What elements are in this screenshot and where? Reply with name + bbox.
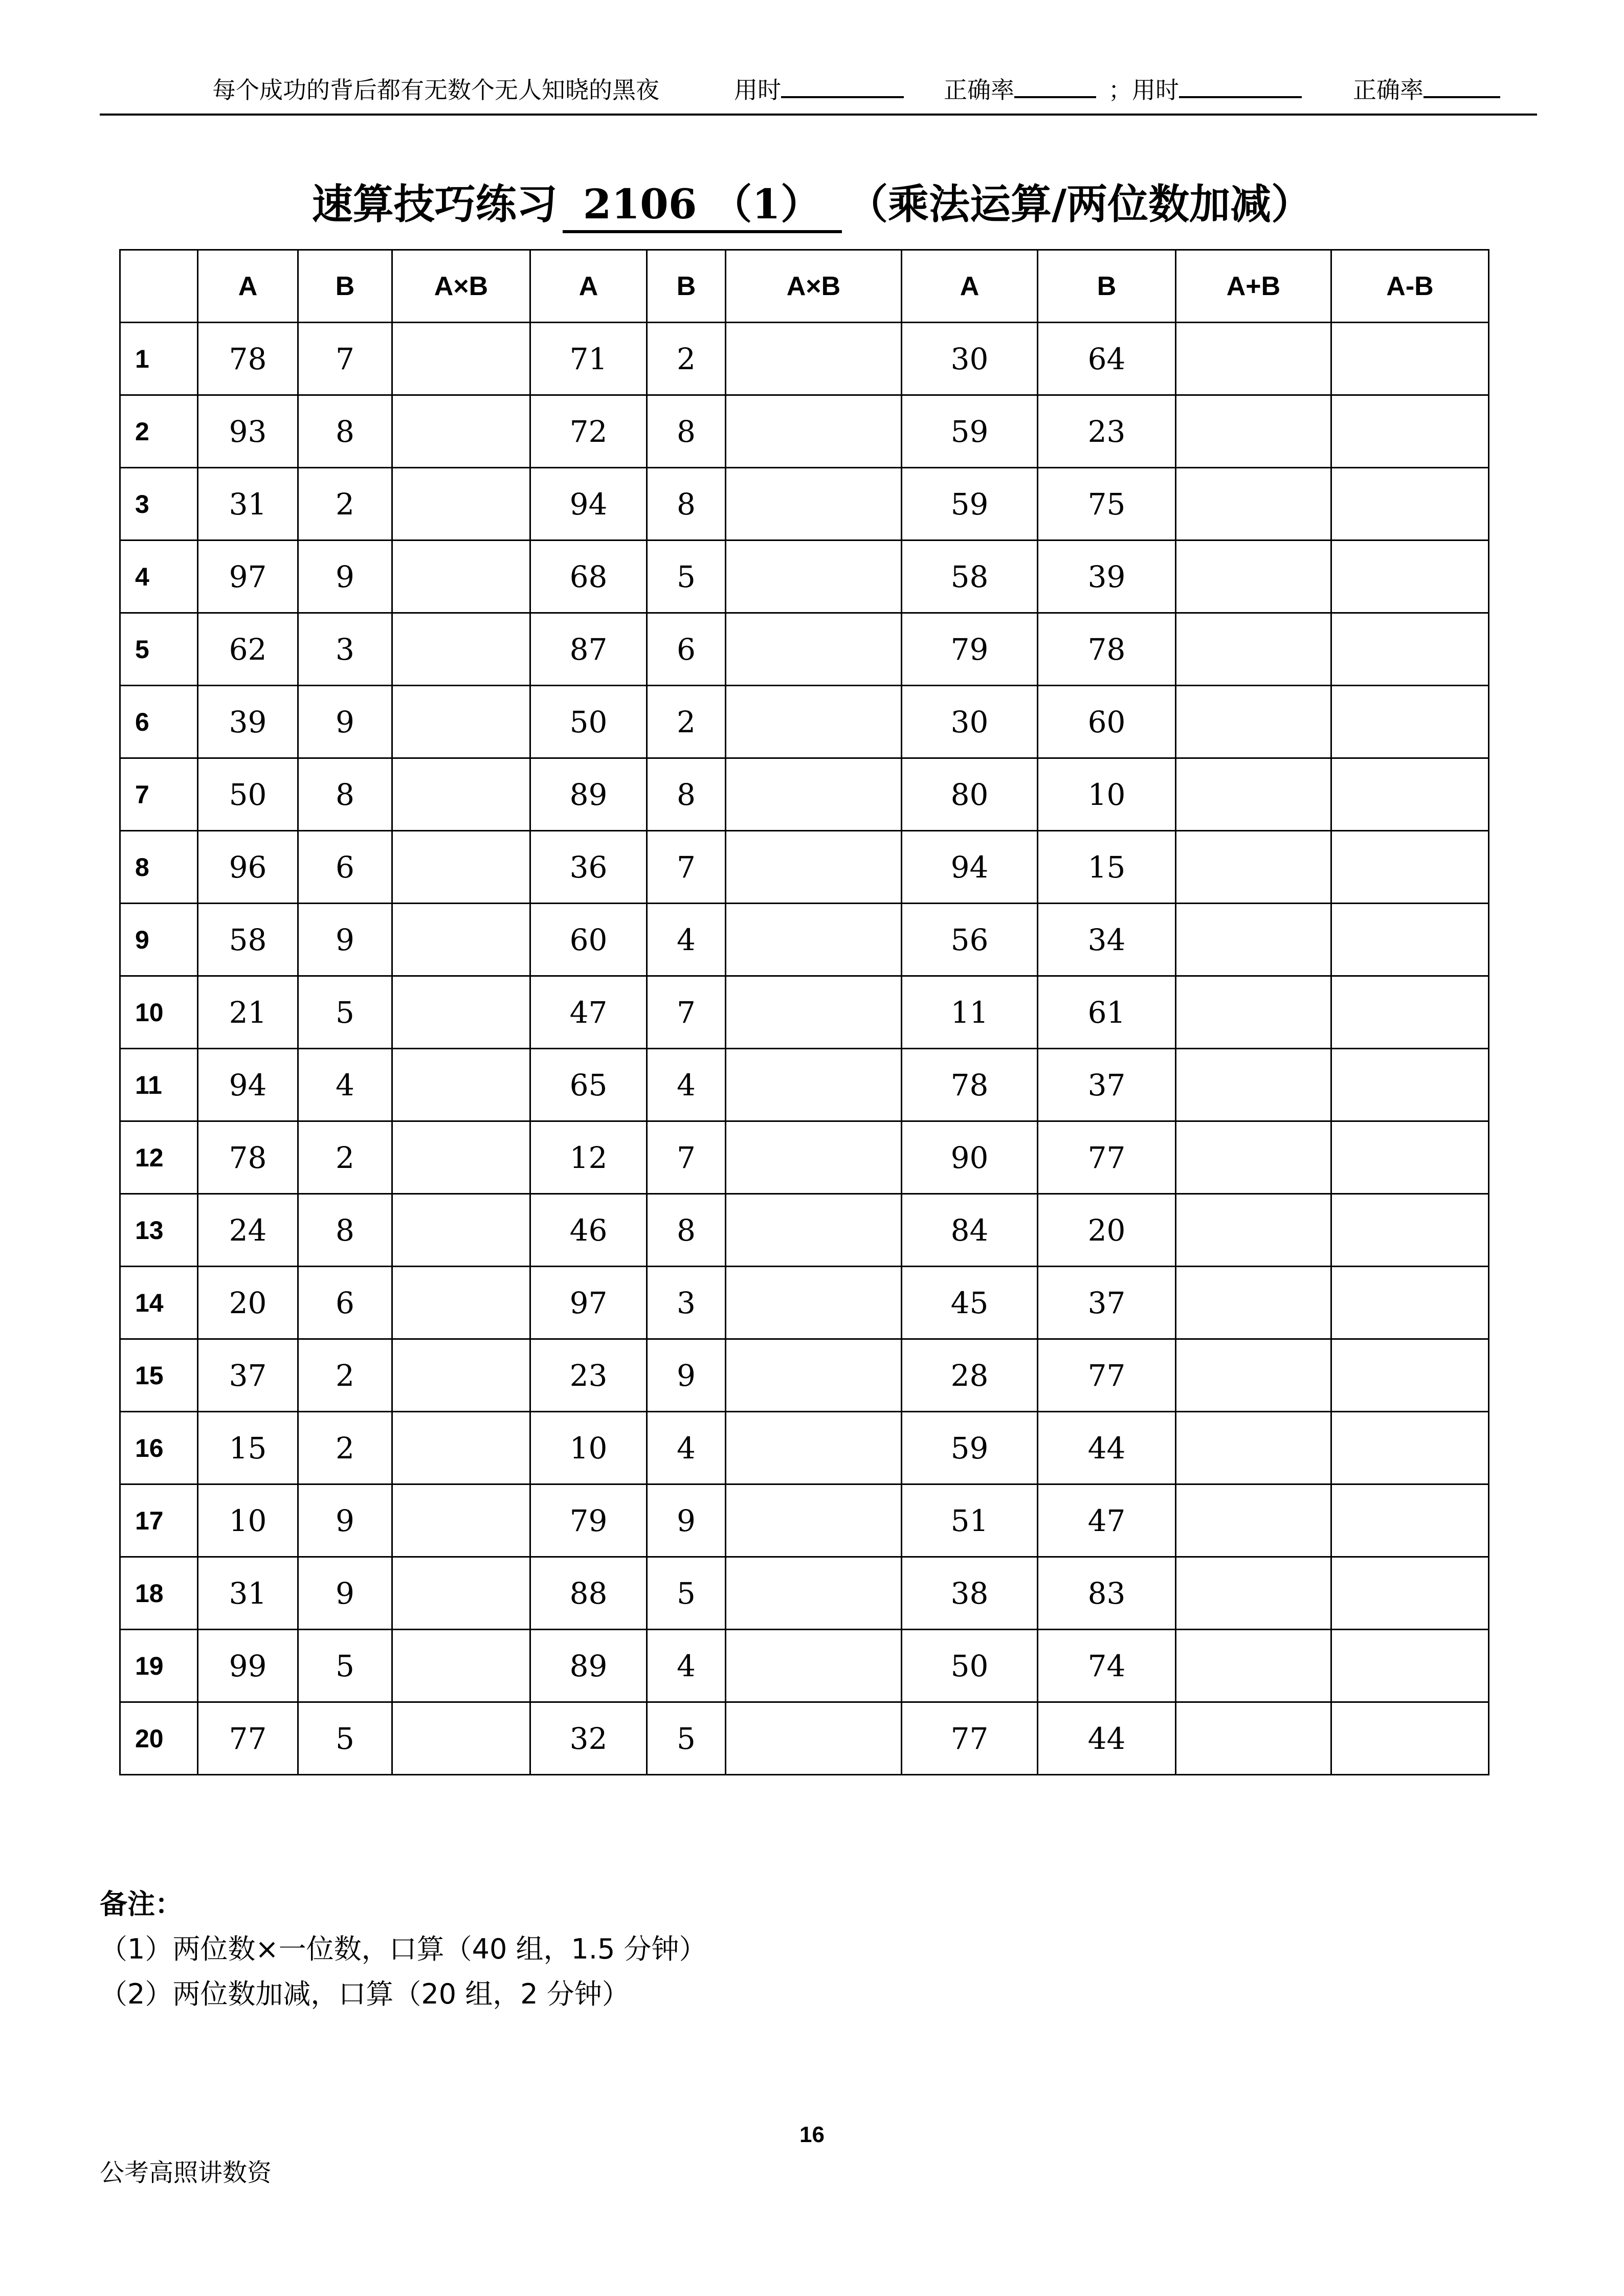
- answer-cell[interactable]: [726, 1702, 902, 1775]
- answer-cell[interactable]: [392, 1121, 530, 1194]
- operand-cell: 44: [1038, 1702, 1176, 1775]
- table-row: [120, 1121, 1489, 1194]
- operand-cell: 9: [298, 1557, 392, 1630]
- footer-source: 公考高照讲数资: [100, 2158, 272, 2187]
- row-number: 6: [120, 686, 198, 758]
- answer-cell[interactable]: [726, 758, 902, 831]
- answer-cell[interactable]: [392, 758, 530, 831]
- answer-cell[interactable]: [1331, 976, 1489, 1049]
- operand-cell: 79: [530, 1484, 647, 1557]
- operand-cell: 72: [530, 395, 647, 468]
- time-label-1: 用时: [734, 76, 781, 104]
- row-number: 10: [120, 976, 198, 1049]
- operand-cell: 60: [1038, 686, 1176, 758]
- answer-cell[interactable]: [1331, 831, 1489, 904]
- operand-cell: 59: [902, 468, 1038, 541]
- operand-cell: 6: [298, 1267, 392, 1339]
- answer-cell[interactable]: [1331, 1049, 1489, 1121]
- answer-cell[interactable]: [392, 1630, 530, 1702]
- answer-cell[interactable]: [726, 395, 902, 468]
- column-header: A: [530, 250, 647, 323]
- operand-cell: 4: [647, 1630, 726, 1702]
- operand-cell: 9: [298, 1484, 392, 1557]
- operand-cell: 8: [298, 758, 392, 831]
- answer-cell[interactable]: [392, 1267, 530, 1339]
- row-number: 18: [120, 1557, 198, 1630]
- operand-cell: 50: [530, 686, 647, 758]
- accuracy-field-2: [1353, 72, 1500, 114]
- time-label-2: 用时: [1132, 76, 1179, 104]
- operand-cell: 5: [298, 976, 392, 1049]
- answer-cell[interactable]: [1176, 1194, 1331, 1267]
- row-number: 8: [120, 831, 198, 904]
- operand-cell: 74: [1038, 1630, 1176, 1702]
- operand-cell: 34: [1038, 904, 1176, 976]
- column-header: A: [902, 250, 1038, 323]
- accuracy-blank-2[interactable]: [1423, 73, 1500, 98]
- operand-cell: 8: [647, 1194, 726, 1267]
- notes-heading: 备注：: [100, 1888, 183, 1920]
- answer-cell[interactable]: [1331, 1339, 1489, 1412]
- operand-cell: 21: [198, 976, 298, 1049]
- row-number: 4: [120, 541, 198, 613]
- answer-cell[interactable]: [726, 1121, 902, 1194]
- operand-cell: 30: [902, 686, 1038, 758]
- separator: ；: [1108, 76, 1132, 104]
- operand-cell: 2: [647, 686, 726, 758]
- table-row: [120, 541, 1489, 613]
- answer-cell[interactable]: [1331, 1484, 1489, 1557]
- operand-cell: 4: [647, 1049, 726, 1121]
- answer-cell[interactable]: [1176, 613, 1331, 686]
- operand-cell: 23: [1038, 395, 1176, 468]
- row-number: 3: [120, 468, 198, 541]
- answer-cell[interactable]: [726, 976, 902, 1049]
- operand-cell: 20: [198, 1267, 298, 1339]
- operand-cell: 78: [902, 1049, 1038, 1121]
- operand-cell: 58: [902, 541, 1038, 613]
- answer-cell[interactable]: [1176, 1412, 1331, 1484]
- row-number: 16: [120, 1412, 198, 1484]
- operand-cell: 5: [647, 1702, 726, 1775]
- answer-cell[interactable]: [392, 1484, 530, 1557]
- operand-cell: 9: [647, 1339, 726, 1412]
- time-blank-1[interactable]: [781, 73, 904, 98]
- operand-cell: 78: [198, 323, 298, 395]
- row-number: 14: [120, 1267, 198, 1339]
- answer-cell[interactable]: [726, 323, 902, 395]
- operand-cell: 6: [647, 613, 726, 686]
- answer-cell[interactable]: [1331, 1194, 1489, 1267]
- answer-cell[interactable]: [1331, 468, 1489, 541]
- header-rule: [100, 114, 1537, 116]
- operand-cell: 3: [298, 613, 392, 686]
- answer-cell[interactable]: [726, 1049, 902, 1121]
- operand-cell: 78: [1038, 613, 1176, 686]
- table-row: [120, 1267, 1489, 1339]
- accuracy-field-1: [944, 72, 1096, 114]
- title-code: 2106 （1）: [563, 171, 842, 233]
- answer-cell[interactable]: [392, 1412, 530, 1484]
- operand-cell: 9: [298, 686, 392, 758]
- answer-cell[interactable]: [726, 1630, 902, 1702]
- answer-cell[interactable]: [1331, 1121, 1489, 1194]
- operand-cell: 8: [647, 395, 726, 468]
- row-number: 20: [120, 1702, 198, 1775]
- column-header: B: [298, 250, 392, 323]
- answer-cell[interactable]: [392, 395, 530, 468]
- column-header: A+B: [1176, 250, 1331, 323]
- row-number: 2: [120, 395, 198, 468]
- answer-cell[interactable]: [392, 1194, 530, 1267]
- operand-cell: 9: [298, 904, 392, 976]
- operand-cell: 96: [198, 831, 298, 904]
- operand-cell: 24: [198, 1194, 298, 1267]
- operand-cell: 4: [298, 1049, 392, 1121]
- answer-cell[interactable]: [1176, 686, 1331, 758]
- answer-cell[interactable]: [1176, 395, 1331, 468]
- operand-cell: 97: [198, 541, 298, 613]
- column-header: [120, 250, 198, 323]
- column-header: A×B: [392, 250, 530, 323]
- operand-cell: 11: [902, 976, 1038, 1049]
- operand-cell: 9: [298, 541, 392, 613]
- operand-cell: 65: [530, 1049, 647, 1121]
- operand-cell: 2: [298, 1121, 392, 1194]
- answer-cell[interactable]: [1331, 1267, 1489, 1339]
- row-number: 13: [120, 1194, 198, 1267]
- operand-cell: 68: [530, 541, 647, 613]
- answer-cell[interactable]: [726, 541, 902, 613]
- operand-cell: 77: [902, 1702, 1038, 1775]
- answer-cell[interactable]: [1331, 686, 1489, 758]
- operand-cell: 84: [902, 1194, 1038, 1267]
- answer-cell[interactable]: [1176, 904, 1331, 976]
- row-number: 1: [120, 323, 198, 395]
- operand-cell: 7: [647, 1121, 726, 1194]
- operand-cell: 38: [902, 1557, 1038, 1630]
- exercise-table: [119, 249, 1489, 1775]
- accuracy-label-2: 正确率: [1353, 76, 1423, 104]
- operand-cell: 99: [198, 1630, 298, 1702]
- table-row: [120, 1412, 1489, 1484]
- operand-cell: 5: [298, 1630, 392, 1702]
- answer-cell[interactable]: [1331, 904, 1489, 976]
- table-row: [120, 976, 1489, 1049]
- operand-cell: 83: [1038, 1557, 1176, 1630]
- notes-line-2: （2）两位数加减，口算（20 组，2 分钟）: [100, 1978, 630, 2010]
- answer-cell[interactable]: [392, 1049, 530, 1121]
- operand-cell: 88: [530, 1557, 647, 1630]
- operand-cell: 4: [647, 1412, 726, 1484]
- row-number: 7: [120, 758, 198, 831]
- operand-cell: 37: [1038, 1049, 1176, 1121]
- operand-cell: 56: [902, 904, 1038, 976]
- title-prefix: 速算技巧练习: [312, 180, 558, 228]
- table-row: [120, 1557, 1489, 1630]
- operand-cell: 94: [198, 1049, 298, 1121]
- operand-cell: 44: [1038, 1412, 1176, 1484]
- answer-cell[interactable]: [726, 1557, 902, 1630]
- answer-cell[interactable]: [1176, 831, 1331, 904]
- operand-cell: 79: [902, 613, 1038, 686]
- answer-cell[interactable]: [1331, 541, 1489, 613]
- table-row: [120, 323, 1489, 395]
- answer-cell[interactable]: [726, 468, 902, 541]
- operand-cell: 37: [198, 1339, 298, 1412]
- row-number: 17: [120, 1484, 198, 1557]
- operand-cell: 58: [198, 904, 298, 976]
- answer-cell[interactable]: [1176, 1702, 1331, 1775]
- operand-cell: 2: [298, 1412, 392, 1484]
- operand-cell: 39: [1038, 541, 1176, 613]
- title-suffix: （乘法运算/两位数加减）: [847, 180, 1312, 228]
- row-number: 19: [120, 1630, 198, 1702]
- operand-cell: 78: [198, 1121, 298, 1194]
- operand-cell: 93: [198, 395, 298, 468]
- answer-cell[interactable]: [1331, 1412, 1489, 1484]
- table-row: [120, 758, 1489, 831]
- column-header: B: [647, 250, 726, 323]
- table-header-row: [120, 250, 1489, 323]
- row-number: 15: [120, 1339, 198, 1412]
- column-header: B: [1038, 250, 1176, 323]
- table-row: [120, 395, 1489, 468]
- page-number: 16: [799, 2122, 825, 2147]
- operand-cell: 47: [530, 976, 647, 1049]
- table-row: [120, 468, 1489, 541]
- page-title: [0, 171, 1624, 233]
- operand-cell: 39: [198, 686, 298, 758]
- answer-cell[interactable]: [1331, 323, 1489, 395]
- answer-cell[interactable]: [1176, 1630, 1331, 1702]
- answer-cell[interactable]: [1176, 1484, 1331, 1557]
- time-field-2: [1108, 72, 1302, 114]
- operand-cell: 50: [902, 1630, 1038, 1702]
- operand-cell: 10: [1038, 758, 1176, 831]
- operand-cell: 61: [1038, 976, 1176, 1049]
- operand-cell: 64: [1038, 323, 1176, 395]
- answer-cell[interactable]: [1176, 1121, 1331, 1194]
- answer-cell[interactable]: [392, 904, 530, 976]
- answer-cell[interactable]: [392, 541, 530, 613]
- operand-cell: 7: [647, 831, 726, 904]
- operand-cell: 2: [647, 323, 726, 395]
- operand-cell: 75: [1038, 468, 1176, 541]
- operand-cell: 12: [530, 1121, 647, 1194]
- operand-cell: 10: [530, 1412, 647, 1484]
- operand-cell: 15: [198, 1412, 298, 1484]
- operand-cell: 9: [647, 1484, 726, 1557]
- operand-cell: 80: [902, 758, 1038, 831]
- table-body: [120, 323, 1489, 1775]
- operand-cell: 7: [298, 323, 392, 395]
- operand-cell: 94: [530, 468, 647, 541]
- answer-cell[interactable]: [1331, 758, 1489, 831]
- answer-cell[interactable]: [1176, 1339, 1331, 1412]
- answer-cell[interactable]: [1176, 468, 1331, 541]
- accuracy-blank-1[interactable]: [1014, 73, 1096, 98]
- operand-cell: 8: [647, 468, 726, 541]
- operand-cell: 71: [530, 323, 647, 395]
- answer-cell[interactable]: [1176, 976, 1331, 1049]
- answer-cell[interactable]: [1176, 1049, 1331, 1121]
- operand-cell: 94: [902, 831, 1038, 904]
- row-number: 9: [120, 904, 198, 976]
- answer-cell[interactable]: [392, 468, 530, 541]
- answer-cell[interactable]: [1331, 395, 1489, 468]
- answer-cell[interactable]: [1331, 613, 1489, 686]
- operand-cell: 77: [1038, 1121, 1176, 1194]
- answer-cell[interactable]: [1176, 323, 1331, 395]
- column-header: A: [198, 250, 298, 323]
- operand-cell: 30: [902, 323, 1038, 395]
- operand-cell: 2: [298, 1339, 392, 1412]
- row-number: 5: [120, 613, 198, 686]
- operand-cell: 45: [902, 1267, 1038, 1339]
- operand-cell: 28: [902, 1339, 1038, 1412]
- answer-cell[interactable]: [726, 1267, 902, 1339]
- operand-cell: 89: [530, 1630, 647, 1702]
- operand-cell: 5: [647, 541, 726, 613]
- answer-cell[interactable]: [392, 1339, 530, 1412]
- table-row: [120, 686, 1489, 758]
- operand-cell: 36: [530, 831, 647, 904]
- time-field-1: [734, 72, 904, 114]
- table-row: [120, 1049, 1489, 1121]
- answer-cell[interactable]: [392, 686, 530, 758]
- notes: [100, 1882, 707, 2017]
- operand-cell: 59: [902, 1412, 1038, 1484]
- answer-cell[interactable]: [392, 831, 530, 904]
- table-row: [120, 1630, 1489, 1702]
- operand-cell: 31: [198, 468, 298, 541]
- answer-cell[interactable]: [726, 831, 902, 904]
- operand-cell: 23: [530, 1339, 647, 1412]
- column-header: A-B: [1331, 250, 1489, 323]
- operand-cell: 60: [530, 904, 647, 976]
- operand-cell: 50: [198, 758, 298, 831]
- operand-cell: 5: [647, 1557, 726, 1630]
- operand-cell: 8: [647, 758, 726, 831]
- table-row: [120, 613, 1489, 686]
- table-row: [120, 904, 1489, 976]
- operand-cell: 8: [298, 395, 392, 468]
- answer-cell[interactable]: [392, 976, 530, 1049]
- operand-cell: 6: [298, 831, 392, 904]
- answer-cell[interactable]: [726, 686, 902, 758]
- operand-cell: 37: [1038, 1267, 1176, 1339]
- table-row: [120, 1339, 1489, 1412]
- time-blank-2[interactable]: [1179, 73, 1302, 98]
- answer-cell[interactable]: [392, 613, 530, 686]
- row-number: 12: [120, 1121, 198, 1194]
- answer-cell[interactable]: [1176, 541, 1331, 613]
- answer-cell[interactable]: [392, 1702, 530, 1775]
- operand-cell: 4: [647, 904, 726, 976]
- row-number: 11: [120, 1049, 198, 1121]
- answer-cell[interactable]: [726, 1484, 902, 1557]
- operand-cell: 46: [530, 1194, 647, 1267]
- operand-cell: 77: [198, 1702, 298, 1775]
- column-header: A×B: [726, 250, 902, 323]
- answer-cell[interactable]: [1331, 1557, 1489, 1630]
- answer-cell[interactable]: [1331, 1630, 1489, 1702]
- answer-cell[interactable]: [1176, 1267, 1331, 1339]
- table-row: [120, 831, 1489, 904]
- operand-cell: 90: [902, 1121, 1038, 1194]
- answer-cell[interactable]: [1176, 1557, 1331, 1630]
- operand-cell: 97: [530, 1267, 647, 1339]
- answer-cell[interactable]: [392, 323, 530, 395]
- answer-cell[interactable]: [726, 1194, 902, 1267]
- operand-cell: 10: [198, 1484, 298, 1557]
- operand-cell: 2: [298, 468, 392, 541]
- answer-cell[interactable]: [726, 613, 902, 686]
- operand-cell: 20: [1038, 1194, 1176, 1267]
- operand-cell: 89: [530, 758, 647, 831]
- operand-cell: 7: [647, 976, 726, 1049]
- table-row: [120, 1194, 1489, 1267]
- operand-cell: 62: [198, 613, 298, 686]
- operand-cell: 32: [530, 1702, 647, 1775]
- operand-cell: 15: [1038, 831, 1176, 904]
- operand-cell: 59: [902, 395, 1038, 468]
- accuracy-label-1: 正确率: [944, 76, 1014, 104]
- operand-cell: 87: [530, 613, 647, 686]
- operand-cell: 51: [902, 1484, 1038, 1557]
- answer-cell[interactable]: [1331, 1702, 1489, 1775]
- answer-cell[interactable]: [726, 904, 902, 976]
- operand-cell: 5: [298, 1702, 392, 1775]
- operand-cell: 31: [198, 1557, 298, 1630]
- header-motto: 每个成功的背后都有无数个无人知晓的黑夜: [212, 76, 659, 104]
- answer-cell[interactable]: [726, 1412, 902, 1484]
- operand-cell: 47: [1038, 1484, 1176, 1557]
- table-row: [120, 1702, 1489, 1775]
- table-row: [120, 1484, 1489, 1557]
- answer-cell[interactable]: [392, 1557, 530, 1630]
- answer-cell[interactable]: [726, 1339, 902, 1412]
- answer-cell[interactable]: [1176, 758, 1331, 831]
- notes-line-1: （1）两位数×一位数，口算（40 组，1.5 分钟）: [100, 1933, 707, 1965]
- operand-cell: 77: [1038, 1339, 1176, 1412]
- operand-cell: 8: [298, 1194, 392, 1267]
- operand-cell: 3: [647, 1267, 726, 1339]
